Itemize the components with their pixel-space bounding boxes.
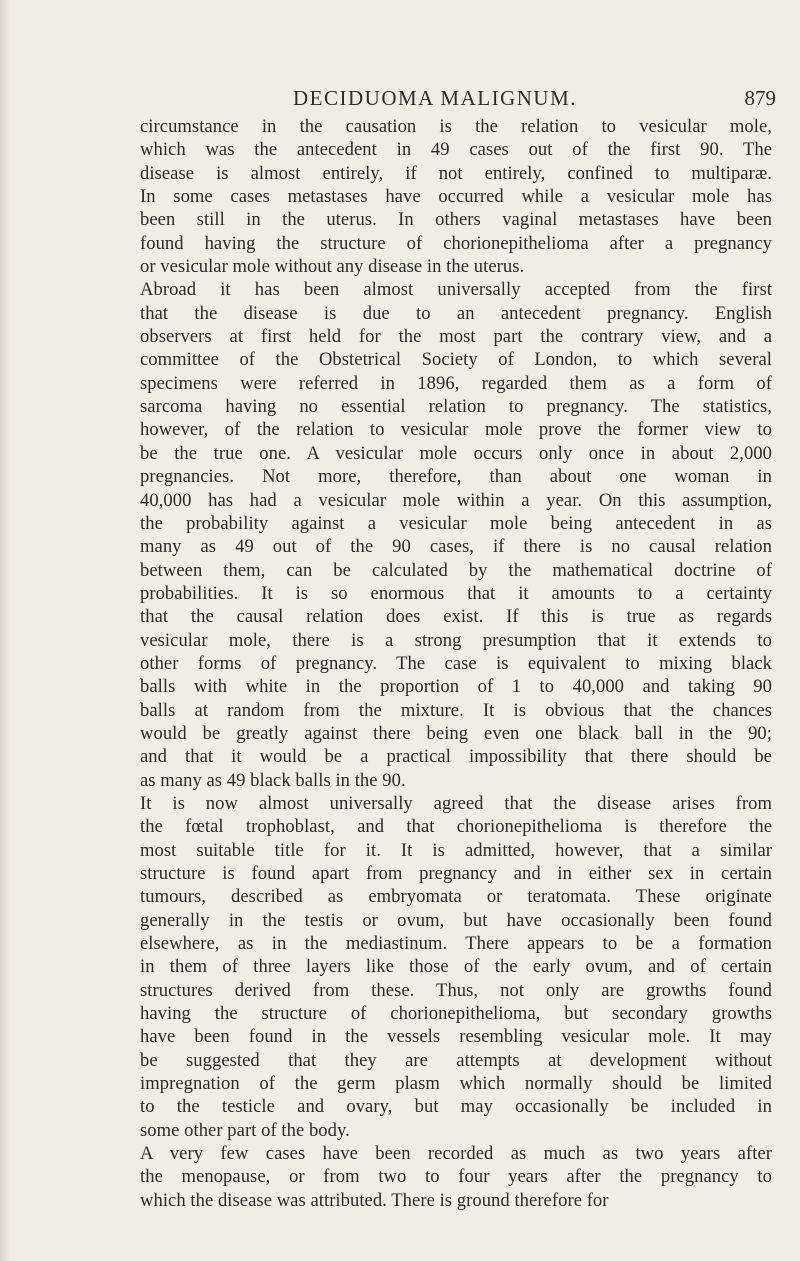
text-line: some other part of the body. bbox=[140, 1119, 350, 1141]
text-line: tumours, described as embryomata or teratomata. These originate bbox=[140, 886, 772, 908]
text-line: It is now almost universally agreed that the disease arises from bbox=[140, 792, 772, 814]
text-line: elsewhere, as in the mediastinum. There appears to be a formation bbox=[140, 933, 772, 955]
text-line: other forms of pregnancy. The case is equivalent to mixing black bbox=[140, 652, 772, 674]
text-line: Abroad it has been almost universally accepted from the first bbox=[140, 279, 772, 301]
text-line: and that it would be a practical impossibility that there should be bbox=[140, 746, 772, 768]
page-number: 879 bbox=[744, 86, 776, 110]
text-line: found having the structure of chorionepithelioma after a pregnancy bbox=[140, 232, 772, 254]
text-line: be suggested that they are attempts at development without bbox=[140, 1049, 772, 1071]
text-line: pregnancies. Not more, therefore, than about one woman in bbox=[140, 466, 772, 488]
text-line: the probability against a vesicular mole being antecedent in as bbox=[140, 512, 772, 534]
text-line: most suitable title for it. It is admitted, however, that a similar bbox=[140, 839, 772, 861]
text-line: probabilities. It is so enormous that it amounts to a certainty bbox=[140, 582, 772, 604]
text-line: disease is almost entirely, if not entirely, confined to multiparæ. bbox=[140, 162, 772, 184]
body-text bbox=[140, 115, 772, 1212]
text-line: sarcoma having no essential relation to pregnancy. The statistics, bbox=[140, 396, 772, 418]
running-title: DECIDUOMA MALIGNUM. bbox=[293, 86, 577, 110]
text-line: however, of the relation to vesicular mole prove the former view to bbox=[140, 419, 772, 441]
text-line: in them of three layers like those of the early ovum, and of certain bbox=[140, 956, 772, 978]
text-line: that the causal relation does exist. If this is true as regards bbox=[140, 606, 772, 628]
text-line: as many as 49 black balls in the 90. bbox=[140, 769, 406, 791]
text-line: balls with white in the proportion of 1 to 40,000 and taking 90 bbox=[140, 676, 772, 698]
text-line: the menopause, or from two to four years after the pregnancy to bbox=[140, 1166, 772, 1188]
text-line: which the disease was attributed. There is ground therefore for bbox=[140, 1189, 609, 1211]
text-line: In some cases metastases have occurred while a vesicular mole has bbox=[140, 186, 772, 208]
text-line: been still in the uterus. In others vaginal metastases have been bbox=[140, 209, 772, 231]
text-line: committee of the Obstetrical Society of London, to which several bbox=[140, 349, 772, 371]
text-line: observers at first held for the most part the contrary view, and a bbox=[140, 326, 772, 348]
text-line: be the true one. A vesicular mole occurs only once in about 2,000 bbox=[140, 442, 772, 464]
text-line: many as 49 out of the 90 cases, if there is no causal relation bbox=[140, 536, 772, 558]
text-line: balls at random from the mixture. It is obvious that the chances bbox=[140, 699, 772, 721]
text-line: having the structure of chorionepithelioma, but secondary growths bbox=[140, 1003, 772, 1025]
text-line: circumstance in the causation is the relation to vesicular mole, bbox=[140, 116, 772, 137]
text-line: generally in the testis or ovum, but have occasionally been found bbox=[140, 909, 772, 931]
text-line: 40,000 has had a vesicular mole within a year. On this assumption, bbox=[140, 489, 772, 511]
text-line: A very few cases have been recorded as much as two years after bbox=[140, 1143, 772, 1165]
text-line: which was the antecedent in 49 cases out of the first 90. The bbox=[140, 139, 772, 161]
text-line: would be greatly against there being even one black ball in the 90; bbox=[140, 722, 772, 744]
page-edge-shadow bbox=[0, 0, 10, 1261]
text-line: the fœtal trophoblast, and that chorionepithelioma is therefore the bbox=[140, 816, 772, 838]
text-line: to the testicle and ovary, but may occasionally be included in bbox=[140, 1096, 772, 1118]
text-line: specimens were referred in 1896, regarded them as a form of bbox=[140, 372, 772, 394]
text-line: structures derived from these. Thus, not only are growths found bbox=[140, 979, 772, 1001]
text-line: structure is found apart from pregnancy and in either sex in certain bbox=[140, 863, 772, 884]
text-line: or vesicular mole without any disease in the uterus. bbox=[140, 256, 525, 278]
text-line: that the disease is due to an antecedent pregnancy. English bbox=[140, 302, 772, 324]
text-line: between them, can be calculated by the mathematical doctrine of bbox=[140, 559, 772, 581]
text-line: have been found in the vessels resembling vesicular mole. It may bbox=[140, 1026, 772, 1048]
text-line: impregnation of the germ plasm which normally should be limited bbox=[140, 1073, 772, 1095]
text-line: vesicular mole, there is a strong presumption that it extends to bbox=[140, 629, 772, 651]
